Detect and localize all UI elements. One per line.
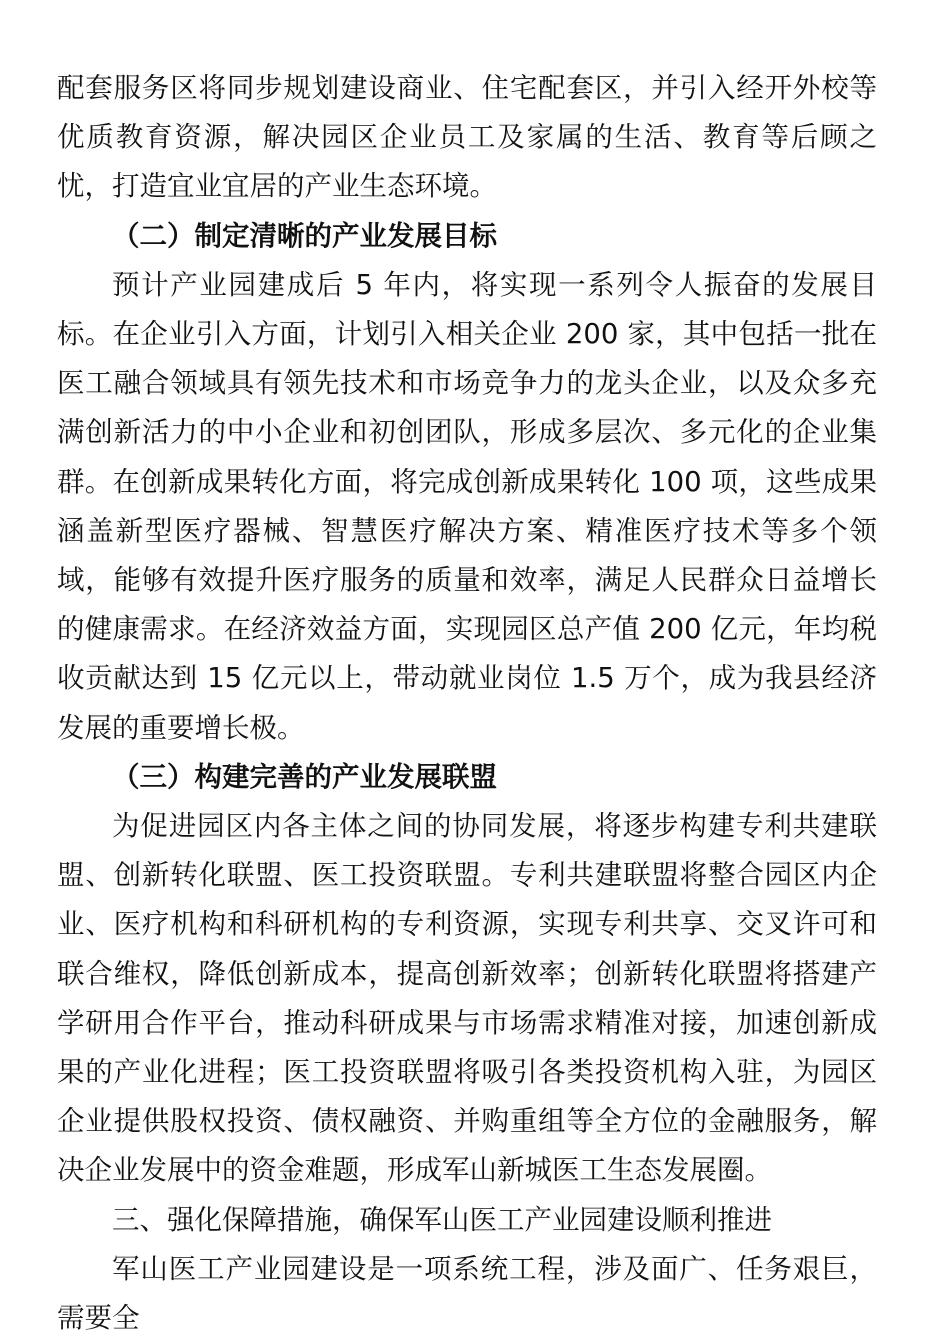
paragraph-safeguard-intro: 军山医工产业园建设是一项系统工程，涉及面广、任务艰巨，需要全	[57, 1252, 877, 1335]
document-page	[57, 64, 877, 1343]
heading-development-goals: （二）制定清晰的产业发展目标	[112, 219, 497, 252]
paragraph-development-goals: 预计产业园建成后 5 年内，将实现一系列令人振奋的发展目标。在企业引入方面，计划引入相关企业 200 家，其中包括一批在医工融合领域具有领先技术和市场竞争力的龙头企业，以及众多充满创新活力的中小企业和初创团队，形成多层次、多元化的企业集群。在创新成果转化方面，将完成创新成果转化 100 项，这些成果涵盖新型医疗器械、智慧医疗解决方案、精准医疗技术等多个领域，能够有效提升医疗服务的质量和效率，满足人民群众日益增长的健康需求。在经济效益方面，实现园区总产值 200 亿元，年均税收贡献达到 15 亿元以上，带动就业岗位 1.5 万个，成为我县经济发展的重要增长极。	[57, 268, 877, 744]
section-title-safeguard-measures: 三、强化保障措施，确保军山医工产业园建设顺利推进	[112, 1203, 772, 1236]
heading-industry-alliance: （三）构建完善的产业发展联盟	[112, 760, 497, 793]
paragraph-industry-alliance: 为促进园区内各主体之间的协同发展，将逐步构建专利共建联盟、创新转化联盟、医工投资联盟。专利共建联盟将整合园区内企业、医疗机构和科研机构的专利资源，实现专利共享、交叉许可和联合维权，降低创新成本，提高创新效率；创新转化联盟将搭建产学研用合作平台，推动科研成果与市场需求精准对接，加速创新成果的产业化进程；医工投资联盟将吸引各类投资机构入驻，为园区企业提供股权投资、债权融资、并购重组等全方位的金融服务，解决企业发展中的资金难题，形成军山新城医工生态发展圈。	[57, 810, 877, 1187]
paragraph-supporting-services: 配套服务区将同步规划建设商业、住宅配套区，并引入经开外校等优质教育资源，解决园区企业员工及家属的生活、教育等后顾之忧，打造宜业宜居的产业生态环境。	[57, 72, 877, 203]
